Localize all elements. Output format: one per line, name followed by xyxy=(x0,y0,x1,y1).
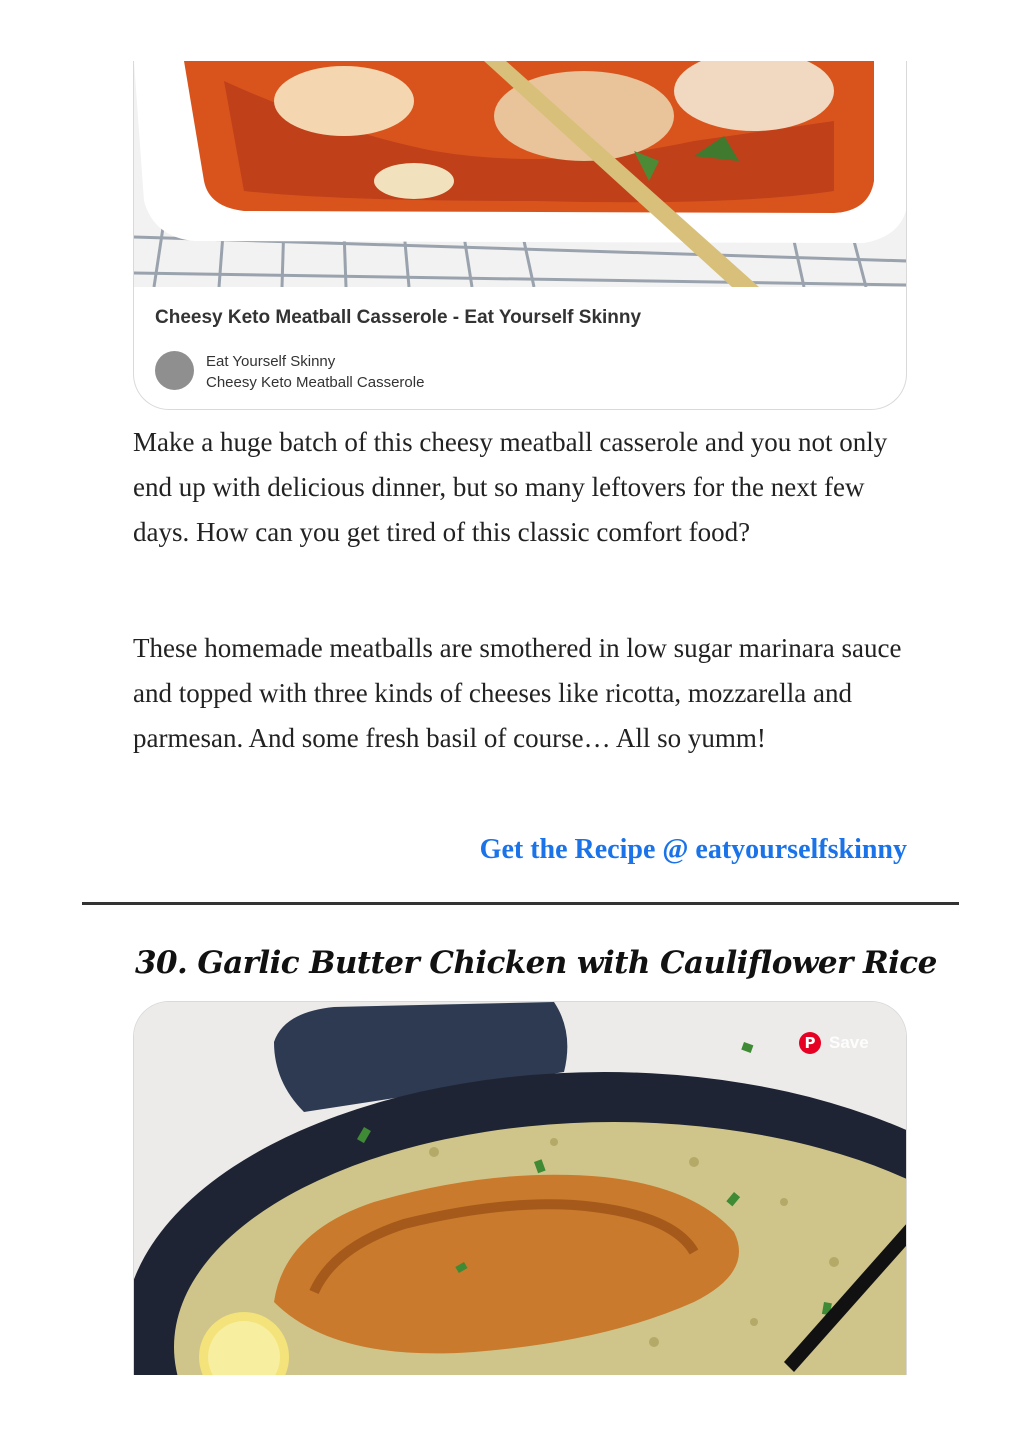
section-divider xyxy=(82,902,959,905)
avatar[interactable] xyxy=(155,351,194,390)
pin-source[interactable]: Eat Yourself Skinny xyxy=(206,353,336,370)
save-label: Save xyxy=(829,1033,869,1052)
section-heading: 30. Garlic Butter Chicken with Cauliflower Rice xyxy=(135,945,937,981)
pin-board[interactable]: Cheesy Keto Meatball Casserole xyxy=(206,374,425,391)
pinterest-icon: P xyxy=(799,1032,821,1054)
paragraph-1: Make a huge batch of this cheesy meatball casserole and you not only end up with delicious dinner, but so many leftovers for the next few days. How can you get tired of this classic comfort food? xyxy=(133,427,888,547)
paragraph-2: These homemade meatballs are smothered in low sugar marinara sauce and topped with three kinds of cheeses like ricotta, mozzarella and parmesan. And some fresh basil of course… All so yumm! xyxy=(133,633,902,753)
pin-card[interactable] xyxy=(133,61,907,410)
pin-title[interactable]: Cheesy Keto Meatball Casserole - Eat Yourself Skinny xyxy=(155,307,642,328)
get-recipe-link[interactable]: Get the Recipe @ eatyourselfskinny xyxy=(479,834,907,865)
casserole-image xyxy=(134,61,907,287)
chicken-pin-image[interactable] xyxy=(133,1001,907,1375)
pin-meta xyxy=(206,351,424,393)
save-button[interactable] xyxy=(799,1032,869,1054)
